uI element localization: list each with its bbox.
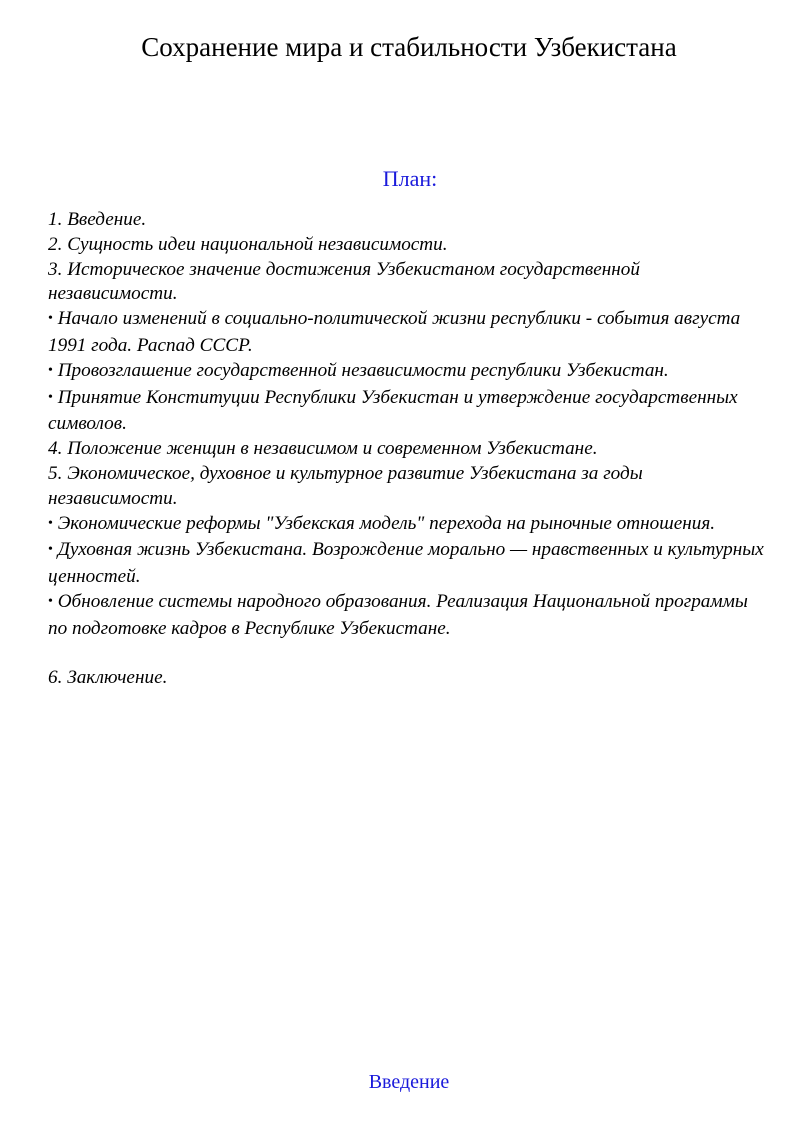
plan-subitem-3b (48, 359, 768, 386)
plan-item-1 (48, 208, 768, 233)
plan-item-text: Духовная жизнь Узбекистана. Возрождение морально — нравственных и культурных ценностей. (48, 539, 764, 588)
blank-line (48, 642, 768, 667)
plan-item-text: Историческое значение достижения Узбекистаном государственной независимости. (48, 258, 640, 305)
plan-list (48, 208, 768, 691)
plan-subitem-3a (48, 307, 768, 359)
plan-item-text: Введение. (67, 209, 147, 230)
section-heading-introduction: Введение (368, 1071, 450, 1093)
bullet-icon: • (48, 542, 53, 558)
plan-item-marker: 6. (48, 667, 63, 689)
plan-item-marker: 5. (48, 462, 63, 484)
plan-item-6 (48, 666, 768, 691)
plan-item-text: Сущность идеи национальной независимости. (67, 233, 448, 255)
plan-subitem-5c (48, 590, 768, 642)
plan-item-text: Принятие Конституции Республики Узбекистан и утверждение государственных символов. (48, 386, 738, 435)
bullet-icon: • (48, 389, 53, 405)
plan-item-2 (48, 233, 768, 258)
plan-item-text: Положение женщин в независимом и современном Узбекистане. (67, 438, 598, 460)
document-title: Сохранение мира и стабильности Узбекистана (141, 32, 677, 62)
plan-item-text: Экономическое, духовное и культурное развитие Узбекистана за годы независимости. (48, 462, 643, 509)
plan-item-4 (48, 437, 768, 462)
plan-subitem-5b (48, 538, 768, 590)
bullet-icon: • (48, 362, 53, 378)
plan-item-3 (48, 258, 768, 308)
plan-heading: План: (382, 166, 438, 191)
plan-item-text: Провозглашение государственной независимости республики Узбекистан. (57, 359, 669, 381)
plan-subitem-3c (48, 386, 768, 438)
plan-item-5 (48, 462, 768, 512)
plan-item-marker: 1. (48, 209, 63, 230)
bullet-icon: • (48, 515, 53, 531)
plan-item-marker: 4. (48, 438, 63, 460)
plan-item-marker: 3. (48, 258, 63, 280)
bullet-icon: • (48, 311, 53, 327)
plan-item-text: Экономические реформы "Узбекская модель" перехода на рыночные отношения. (57, 512, 716, 534)
plan-item-text: Обновление системы народного образования. Реализация Национальной программы по подготовке кадров в Республике Узбекистане. (48, 590, 748, 639)
plan-item-marker: 2. (48, 233, 63, 255)
plan-item-text: Заключение. (67, 667, 168, 689)
bullet-icon: • (48, 593, 53, 609)
plan-item-text: Начало изменений в социально-политической жизни республики - события августа 1991 года. Распад СССР. (48, 308, 741, 356)
plan-subitem-5a (48, 512, 768, 539)
